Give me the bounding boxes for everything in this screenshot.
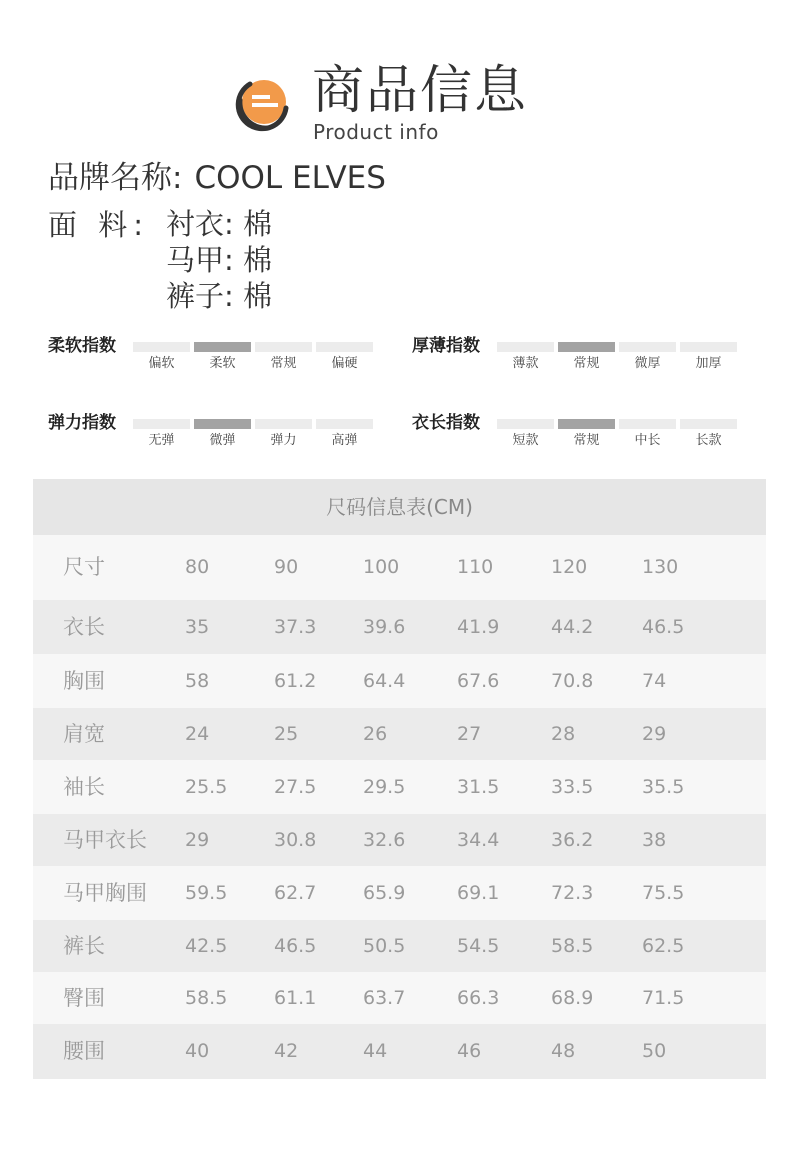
index-bar: [497, 342, 554, 352]
index-bar: [619, 419, 676, 429]
table-row: [33, 866, 766, 920]
table-cell: 61.1: [274, 987, 317, 1009]
table-cell: 130: [642, 556, 679, 578]
table-cell: 40: [185, 1040, 210, 1062]
table-row-label: 裤长: [63, 934, 105, 958]
table-cell: 24: [185, 723, 210, 745]
table-cell: 35: [185, 616, 210, 638]
table-cell: 71.5: [642, 987, 685, 1009]
table-row-label: 尺寸: [63, 555, 105, 579]
index-bar: [194, 342, 251, 352]
table-cell: 74: [642, 670, 667, 692]
table-row: [33, 814, 766, 866]
table-cell: 62.5: [642, 935, 685, 957]
size-table-title: 尺码信息表(CM): [33, 479, 766, 535]
index-bar: [558, 342, 615, 352]
table-row-label: 腰围: [63, 1039, 105, 1063]
table-cell: 27.5: [274, 776, 317, 798]
table-row-label: 肩宽: [63, 722, 105, 746]
table-cell: 62.7: [274, 882, 317, 904]
table-row-label: 胸围: [63, 669, 105, 693]
table-cell: 25: [274, 723, 299, 745]
table-cell: 44.2: [551, 616, 594, 638]
index-elasticity: [48, 411, 378, 461]
index-label: 短款: [512, 433, 539, 448]
index-thickness: [412, 334, 742, 384]
table-cell: 70.8: [551, 670, 594, 692]
index-label: 长款: [695, 433, 722, 448]
table-cell: 75.5: [642, 882, 685, 904]
table-cell: 39.6: [363, 616, 406, 638]
table-row: [33, 972, 766, 1024]
table-cell: 64.4: [363, 670, 406, 692]
brand-label: 品牌名称:: [48, 160, 183, 196]
table-cell: 46.5: [274, 935, 317, 957]
table-cell: 32.6: [363, 829, 406, 851]
table-cell: 35.5: [642, 776, 685, 798]
index-bar: [316, 342, 373, 352]
table-cell: 29: [642, 723, 667, 745]
index-bar: [680, 342, 737, 352]
index-bar: [255, 342, 312, 352]
table-cell: 68.9: [551, 987, 594, 1009]
table-cell: 34.4: [457, 829, 500, 851]
index-label: 加厚: [695, 356, 722, 371]
table-cell: 31.5: [457, 776, 500, 798]
index-title: 厚薄指数: [412, 336, 480, 356]
table-cell: 59.5: [185, 882, 228, 904]
table-row: [33, 1024, 766, 1079]
index-labels: [133, 431, 373, 451]
index-label: 微厚: [634, 356, 661, 371]
index-bar: [133, 419, 190, 429]
table-row-label: 臀围: [63, 986, 105, 1010]
table-cell: 66.3: [457, 987, 500, 1009]
table-cell: 80: [185, 556, 210, 578]
index-label: 常规: [573, 356, 600, 371]
table-cell: 27: [457, 723, 482, 745]
table-row: [33, 654, 766, 708]
index-length: [412, 411, 742, 461]
table-cell: 67.6: [457, 670, 500, 692]
table-cell: 38: [642, 829, 667, 851]
table-row-label: 衣长: [63, 615, 105, 639]
table-cell: 63.7: [363, 987, 406, 1009]
index-bar: [316, 419, 373, 429]
table-cell: 100: [363, 556, 400, 578]
index-label: 薄款: [512, 356, 539, 371]
table-cell: 26: [363, 723, 388, 745]
index-label: 弹力: [270, 433, 297, 448]
index-bars: [497, 342, 737, 352]
index-label: 常规: [270, 356, 297, 371]
table-cell: 30.8: [274, 829, 317, 851]
table-cell: 46.5: [642, 616, 685, 638]
fabric-list: [166, 206, 272, 314]
table-cell: 42: [274, 1040, 299, 1062]
table-row: [33, 535, 766, 600]
table-cell: 41.9: [457, 616, 500, 638]
index-bar: [558, 419, 615, 429]
index-label: 高弹: [331, 433, 358, 448]
table-cell: 58.5: [185, 987, 228, 1009]
table-cell: 36.2: [551, 829, 594, 851]
table-cell: 72.3: [551, 882, 594, 904]
table-row: [33, 760, 766, 814]
index-bar: [255, 419, 312, 429]
page-subtitle: Product info: [313, 120, 439, 144]
index-labels: [497, 354, 737, 374]
index-bars: [133, 419, 373, 429]
size-table: [33, 479, 766, 1079]
index-bars: [133, 342, 373, 352]
table-cell: 48: [551, 1040, 576, 1062]
table-row: [33, 708, 766, 760]
index-label: 中长: [634, 433, 661, 448]
index-bar: [680, 419, 737, 429]
table-cell: 28: [551, 723, 576, 745]
table-row: [33, 920, 766, 972]
table-cell: 54.5: [457, 935, 500, 957]
table-cell: 90: [274, 556, 299, 578]
index-title: 弹力指数: [48, 413, 116, 433]
index-label: 常规: [573, 433, 600, 448]
fabric-item-shirt: 衬衣: 棉: [166, 207, 272, 241]
brand-value: COOL ELVES: [194, 160, 386, 196]
index-title: 柔软指数: [48, 336, 116, 356]
table-cell: 29.5: [363, 776, 406, 798]
table-row-label: 马甲衣长: [63, 828, 147, 852]
table-cell: 58: [185, 670, 210, 692]
index-label: 柔软: [209, 356, 236, 371]
info-logo-icon: [228, 72, 296, 134]
table-cell: 50.5: [363, 935, 406, 957]
table-cell: 50: [642, 1040, 667, 1062]
table-cell: 110: [457, 556, 494, 578]
index-label: 偏软: [148, 356, 175, 371]
table-cell: 65.9: [363, 882, 406, 904]
table-row-label: 马甲胸围: [63, 881, 147, 905]
table-cell: 37.3: [274, 616, 317, 638]
table-cell: 29: [185, 829, 210, 851]
table-cell: 25.5: [185, 776, 228, 798]
index-bar: [497, 419, 554, 429]
index-bar: [133, 342, 190, 352]
index-bars: [497, 419, 737, 429]
table-cell: 58.5: [551, 935, 594, 957]
index-softness: [48, 334, 378, 384]
table-cell: 120: [551, 556, 588, 578]
table-cell: 69.1: [457, 882, 500, 904]
table-cell: 33.5: [551, 776, 594, 798]
index-label: 偏硬: [331, 356, 358, 371]
header: [0, 58, 790, 153]
index-bar: [194, 419, 251, 429]
table-cell: 42.5: [185, 935, 228, 957]
table-row-label: 袖长: [63, 775, 105, 799]
table-row: [33, 600, 766, 654]
fabric-label: 面 料:: [48, 208, 149, 242]
index-label: 无弹: [148, 433, 175, 448]
index-labels: [133, 354, 373, 374]
table-cell: 46: [457, 1040, 482, 1062]
index-bar: [619, 342, 676, 352]
page-title: 商品信息: [312, 61, 529, 121]
table-cell: 44: [363, 1040, 388, 1062]
index-title: 衣长指数: [412, 413, 480, 433]
brand-row: [48, 158, 386, 198]
fabric-item-vest: 马甲: 棉: [166, 243, 272, 277]
index-labels: [497, 431, 737, 451]
fabric-item-pants: 裤子: 棉: [166, 279, 272, 313]
table-cell: 61.2: [274, 670, 317, 692]
index-label: 微弹: [209, 433, 236, 448]
